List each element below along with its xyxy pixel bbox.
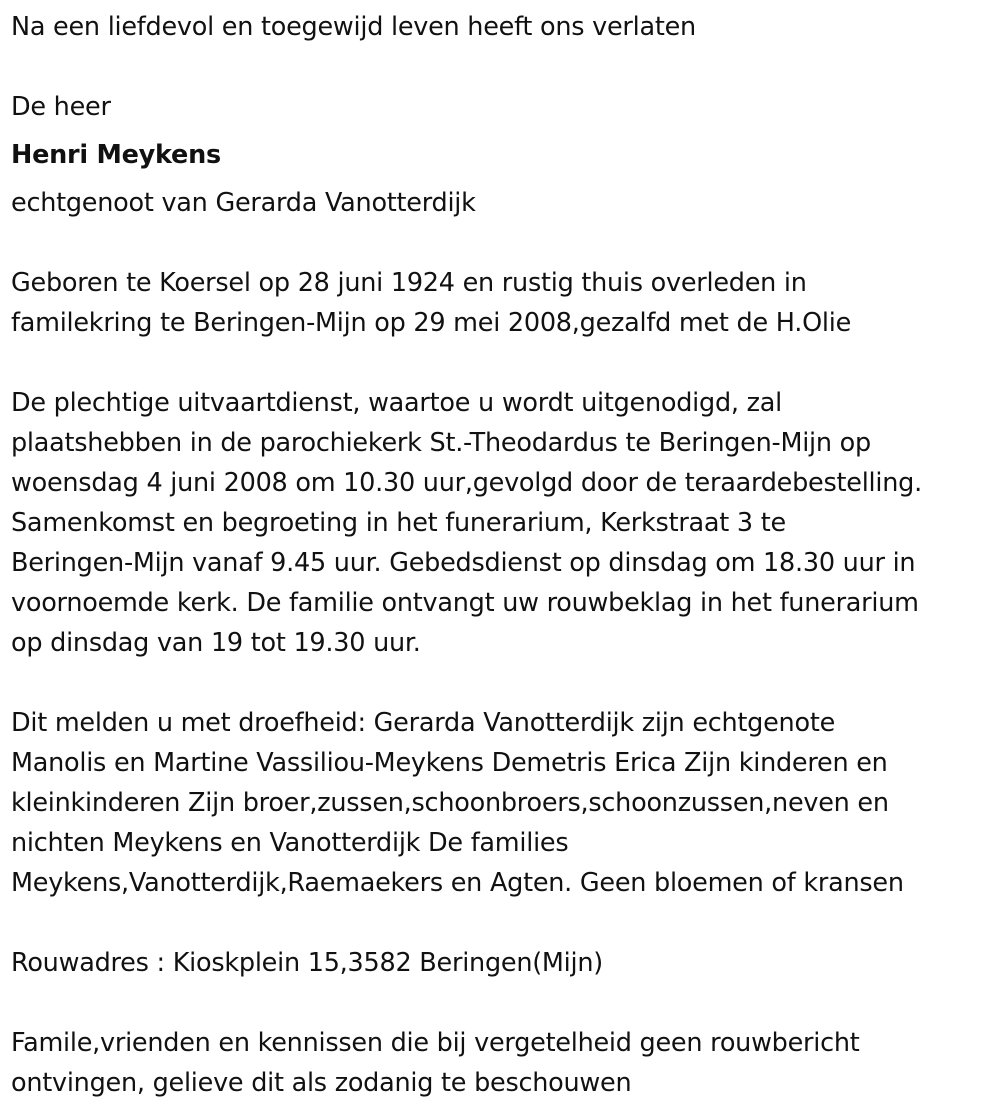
closing-line: Famile,vrienden en kennissen die bij vergetelheid geen rouwbericht — [11, 1028, 860, 1058]
family-line: Dit melden u met droefheid: Gerarda Vanotterdijk zijn echtgenote — [11, 708, 836, 738]
spouse-paragraph — [11, 183, 996, 223]
funeral-paragraph — [11, 383, 996, 663]
line-spacer — [11, 127, 996, 135]
funeral-line: Beringen-Mijn vanaf 9.45 uur. Gebedsdienst op dinsdag om 18.30 uur in — [11, 548, 916, 578]
family-line: Meykens,Vanotterdijk,Raemaekers en Agten. Geen bloemen of kransen — [11, 868, 904, 898]
obituary-notice — [11, 7, 996, 1103]
address-paragraph — [11, 943, 996, 983]
paragraph-spacer — [11, 983, 996, 1023]
family-line: nichten Meykens en Vanotterdijk De families — [11, 828, 569, 858]
family-line: Manolis en Martine Vassiliou-Meykens Demetris Erica Zijn kinderen en — [11, 748, 888, 778]
funeral-line: op dinsdag van 19 tot 19.30 uur. — [11, 628, 421, 658]
paragraph-spacer — [11, 47, 996, 87]
salutation-paragraph — [11, 87, 996, 127]
closing-line: ontvingen, gelieve dit als zodanig te beschouwen — [11, 1068, 632, 1098]
deceased-name: Henri Meykens — [11, 140, 221, 170]
paragraph-spacer — [11, 663, 996, 703]
paragraph-spacer — [11, 223, 996, 263]
family-line: kleinkinderen Zijn broer,zussen,schoonbroers,schoonzussen,neven en — [11, 788, 889, 818]
name-paragraph — [11, 135, 996, 175]
intro-paragraph — [11, 7, 996, 47]
paragraph-spacer — [11, 343, 996, 383]
funeral-line: De plechtige uitvaartdienst, waartoe u wordt uitgenodigd, zal — [11, 388, 782, 418]
birth-death-line: Geboren te Koersel op 28 juni 1924 en rustig thuis overleden in — [11, 268, 807, 298]
salutation-line: De heer — [11, 92, 111, 122]
birth-death-line: familekring te Beringen-Mijn op 29 mei 2008,gezalfd met de H.Olie — [11, 308, 852, 338]
family-paragraph — [11, 703, 996, 903]
spouse-line: echtgenoot van Gerarda Vanotterdijk — [11, 188, 476, 218]
closing-paragraph — [11, 1023, 996, 1103]
paragraph-spacer — [11, 903, 996, 943]
birth-death-paragraph — [11, 263, 996, 343]
funeral-line: woensdag 4 juni 2008 om 10.30 uur,gevolgd door de teraardebestelling. — [11, 468, 922, 498]
funeral-line: voornoemde kerk. De familie ontvangt uw rouwbeklag in het funerarium — [11, 588, 919, 618]
mourning-address: Rouwadres : Kioskplein 15,3582 Beringen(Mijn) — [11, 948, 603, 978]
intro-line: Na een liefdevol en toegewijd leven heeft ons verlaten — [11, 12, 696, 42]
funeral-line: plaatshebben in de parochiekerk St.-Theodardus te Beringen-Mijn op — [11, 428, 871, 458]
line-spacer — [11, 175, 996, 183]
funeral-line: Samenkomst en begroeting in het funerarium, Kerkstraat 3 te — [11, 508, 786, 538]
